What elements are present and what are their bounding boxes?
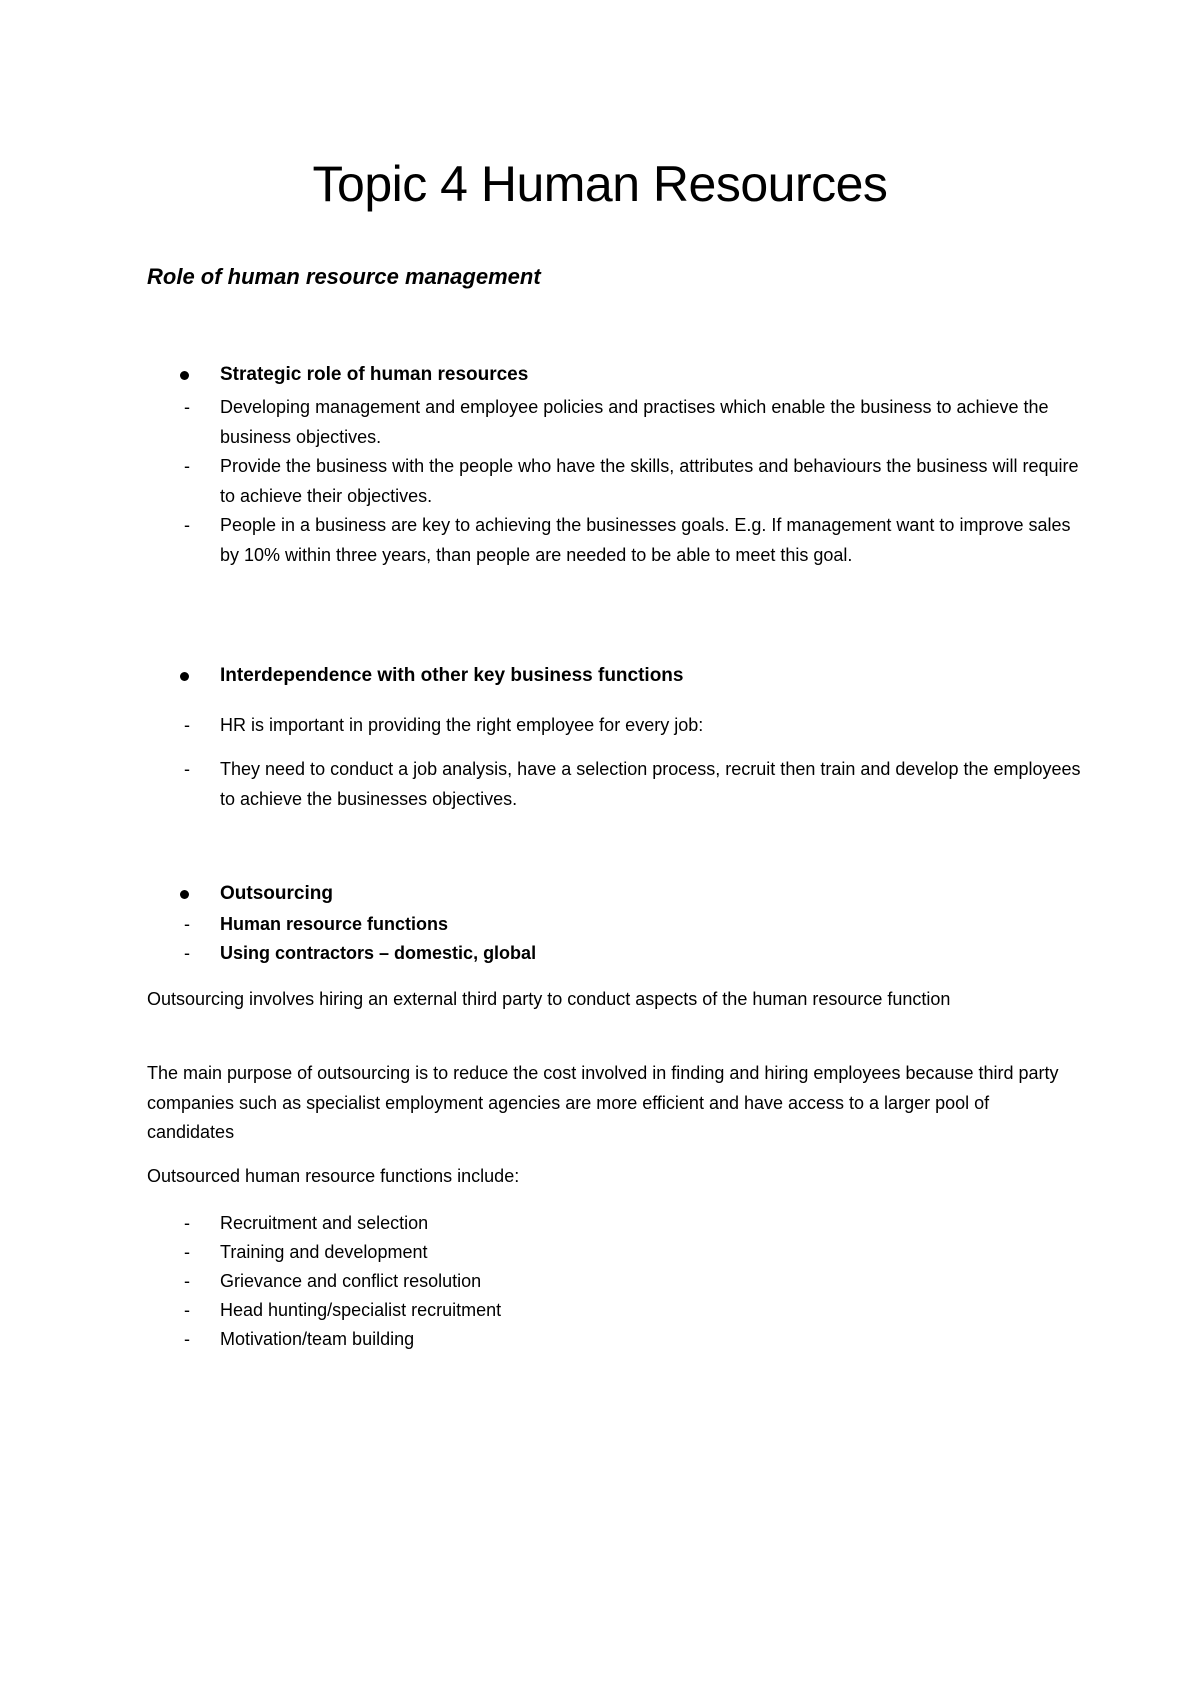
dash-marker: - (184, 759, 190, 779)
list-item-text: Training and development (220, 1242, 428, 1262)
bullet-heading: Outsourcing (220, 883, 333, 904)
dash-marker: - (184, 943, 190, 963)
bullet-heading: Strategic role of human resources (220, 364, 529, 385)
paragraph: Outsourced human resource functions include: (147, 1166, 520, 1186)
list-item-text: HR is important in providing the right employee for every job: (220, 715, 704, 735)
bullet-heading: Interdependence with other key business functions (220, 665, 684, 686)
dash-marker: - (184, 1329, 190, 1349)
dash-marker: - (184, 1271, 190, 1291)
paragraph: Outsourcing involves hiring an external third party to conduct aspects of the human resource function (147, 989, 951, 1009)
list-item-text: Recruitment and selection (220, 1213, 429, 1233)
dash-marker: - (184, 1300, 190, 1320)
paragraph: The main purpose of outsourcing is to reduce the cost involved in finding and hiring employees because third party companies such as specialist employment agencies are more efficient and have access to a larger pool of candidates (147, 1063, 1059, 1142)
bullet-dot-icon (180, 890, 189, 899)
section-heading: Role of human resource management (147, 264, 541, 289)
dash-marker: - (184, 1242, 190, 1262)
list-item-text: Grievance and conflict resolution (220, 1271, 482, 1291)
list-item-text: People in a business are key to achieving the businesses goals. E.g. If management want to improve sales by 10% within three years, than people are needed to be able to meet this goal. (220, 515, 1071, 565)
dash-marker: - (184, 1213, 190, 1233)
dash-marker: - (184, 397, 190, 417)
list-item-text: Using contractors – domestic, global (220, 943, 537, 963)
dash-marker: - (184, 515, 190, 535)
bullet-dot-icon (180, 672, 189, 681)
list-item-text: Head hunting/specialist recruitment (220, 1300, 502, 1320)
dash-marker: - (184, 914, 190, 934)
dash-marker: - (184, 456, 190, 476)
list-item-text: Developing management and employee policies and practises which enable the business to achieve the business objectives. (220, 397, 1049, 447)
bullet-dot-icon (180, 371, 189, 380)
document-title: Topic 4 Human Resources (312, 156, 888, 212)
list-item-text: They need to conduct a job analysis, have a selection process, recruit then train and develop the employees to achieve the businesses objectives. (220, 759, 1081, 809)
dash-marker: - (184, 715, 190, 735)
list-item-text: Provide the business with the people who have the skills, attributes and behaviours the business will require to achieve their objectives. (220, 456, 1079, 506)
list-item-text: Human resource functions (220, 914, 449, 934)
list-item-text: Motivation/team building (220, 1329, 415, 1349)
